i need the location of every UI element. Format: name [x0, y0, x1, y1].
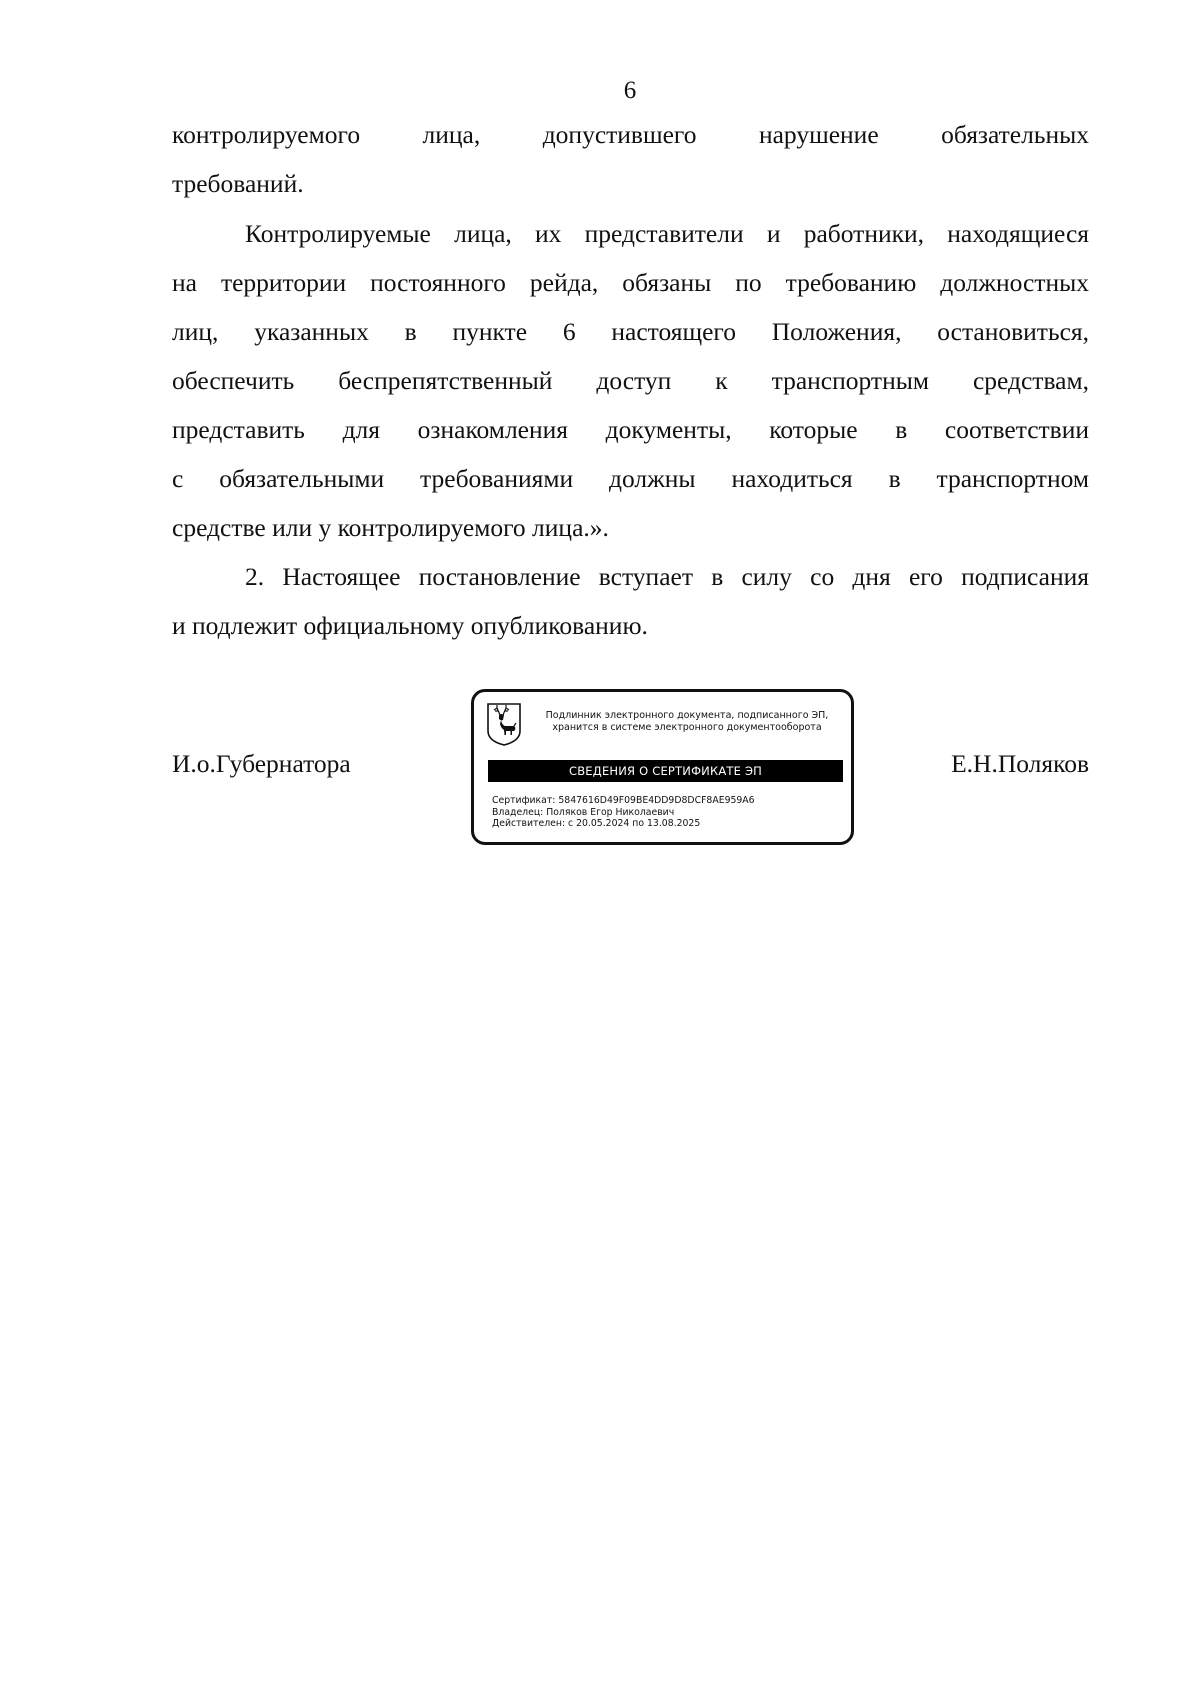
- certificate-validity: Действителен: с 20.05.2024 по 13.08.2025: [492, 818, 701, 829]
- text-line: представить для ознакомления документы, которые в соответствии: [172, 415, 1089, 444]
- text-line: и подлежит официальному опубликованию.: [172, 611, 648, 640]
- certificate-serial: Сертификат: 5847616D49F09BE4DD9D8DCF8AE959A6: [492, 795, 755, 806]
- certificate-owner: Владелец: Поляков Егор Николаевич: [492, 806, 675, 818]
- paragraph-entry-into-force: [172, 552, 1089, 650]
- deer-coat-of-arms-icon: [485, 701, 523, 747]
- text-line: контролируемого лица, допустившего нарушение обязательных: [172, 120, 1089, 149]
- page-number: 6: [623, 77, 637, 104]
- electronic-signature-stamp: [471, 689, 854, 845]
- stamp-header-line: хранится в системе электронного документооборота: [552, 722, 822, 733]
- text-line: требований.: [172, 169, 304, 198]
- signer-name: Е.Н.Поляков: [951, 749, 1089, 778]
- stamp-certificate-details: [492, 795, 842, 830]
- paragraph-continuation: [172, 110, 1089, 208]
- signer-position: И.о.Губернатора: [172, 749, 351, 778]
- text-line: на территории постоянного рейда, обязаны по требованию должностных: [172, 268, 1089, 297]
- text-line: Контролируемые лица, их представители и работники, находящиеся: [245, 219, 1089, 248]
- text-line: обеспечить беспрепятственный доступ к транспортным средствам,: [172, 366, 1089, 395]
- paragraph-obligations: [172, 209, 1089, 552]
- text-line: лиц, указанных в пункте 6 настоящего Положения, остановиться,: [172, 317, 1089, 346]
- stamp-header-line: Подлинник электронного документа, подписанного ЭП,: [545, 710, 829, 721]
- text-line: с обязательными требованиями должны находиться в транспортном: [172, 464, 1089, 493]
- text-line: 2. Настоящее постановление вступает в силу со дня его подписания: [245, 562, 1089, 591]
- stamp-header: [524, 710, 850, 734]
- stamp-certificate-title: СВЕДЕНИЯ О СЕРТИФИКАТЕ ЭП: [488, 760, 843, 782]
- text-line: средстве или у контролируемого лица.».: [172, 513, 609, 542]
